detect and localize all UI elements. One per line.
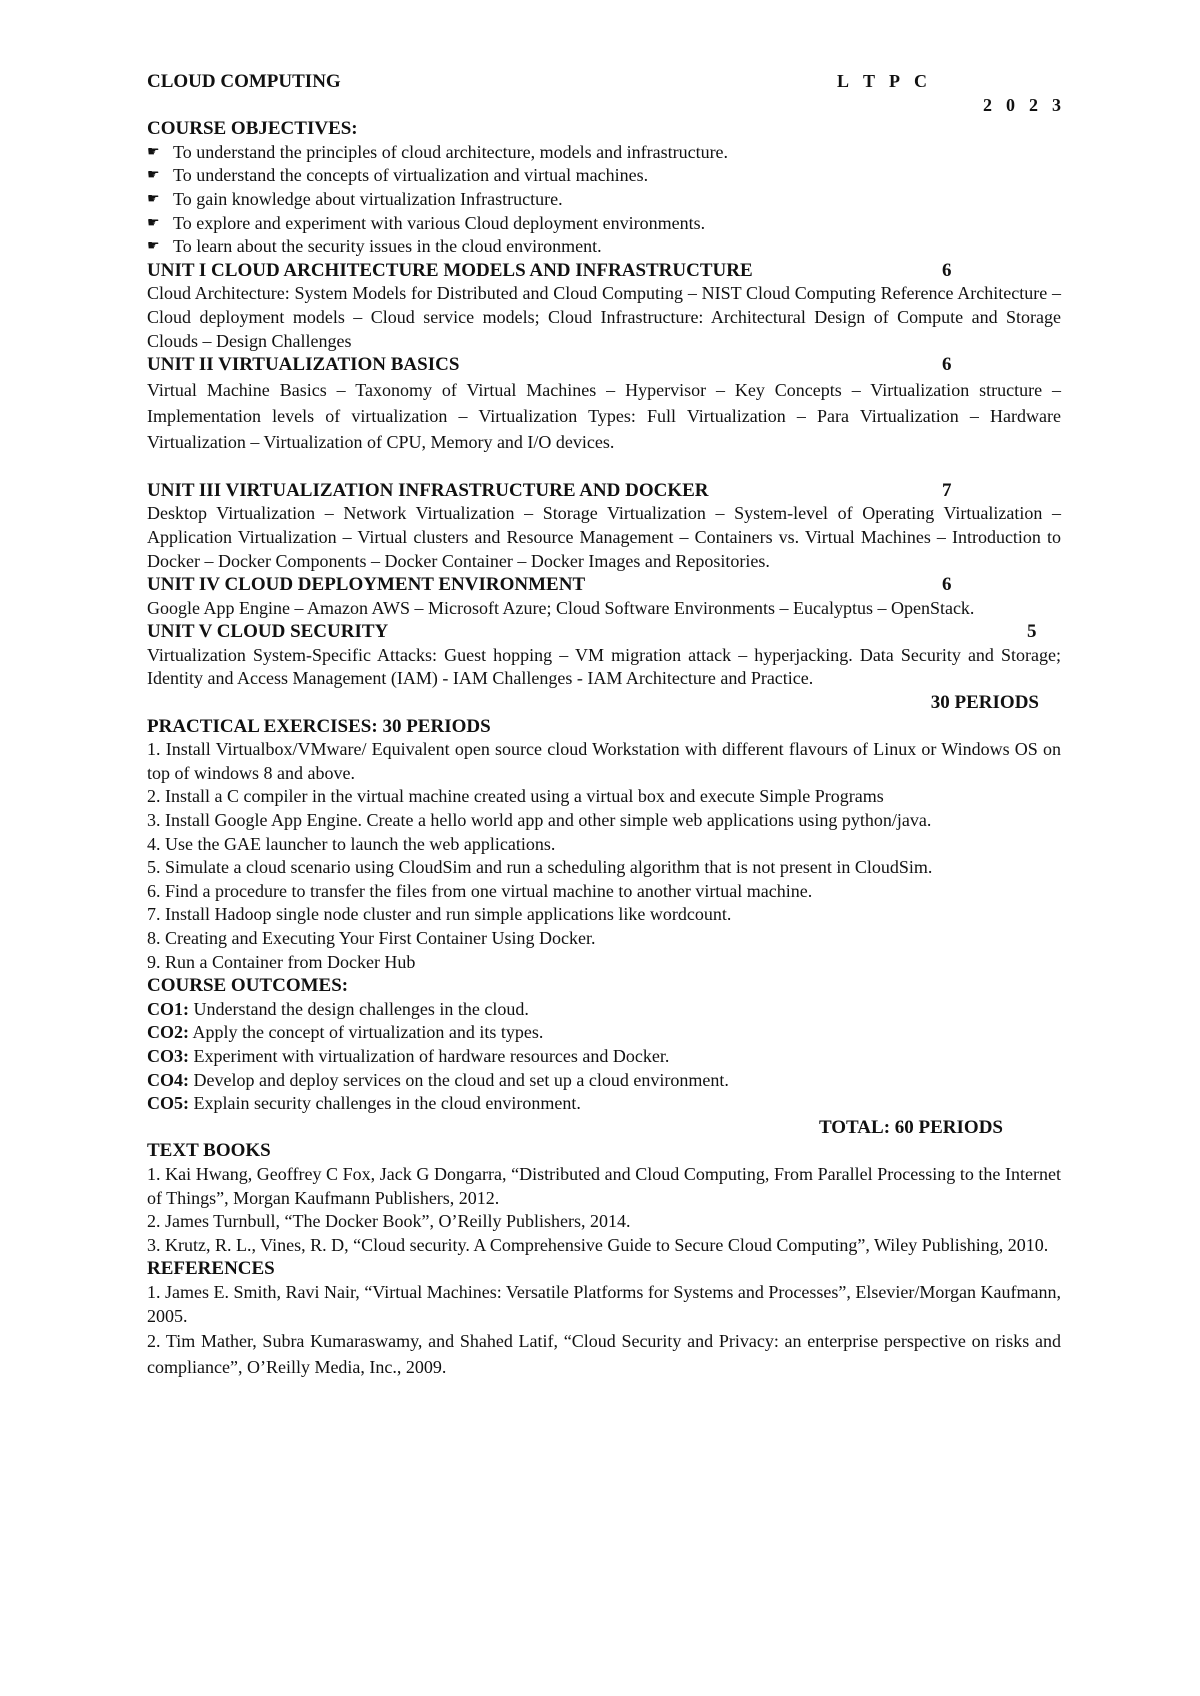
spacer (147, 455, 1061, 479)
list-item: CO3: Experiment with virtualization of hardware resources and Docker. (147, 1045, 670, 1066)
list-item: 5. Simulate a cloud scenario using CloudSim and run a scheduling algorithm that is not present in CloudSim. (147, 857, 933, 878)
ltpc-value-p: 2 (1029, 94, 1038, 115)
unit-3-heading (147, 479, 1061, 503)
unit-title: UNIT III VIRTUALIZATION INFRASTRUCTURE AND DOCKER (147, 479, 709, 501)
unit-title: UNIT I CLOUD ARCHITECTURE MODELS AND INFRASTRUCTURE (147, 259, 753, 281)
course-title: CLOUD COMPUTING (147, 71, 341, 92)
pointing-hand-icon: ☛ (147, 168, 160, 184)
list-item: 8. Creating and Executing Your First Container Using Docker. (147, 928, 596, 948)
references-heading: REFERENCES (147, 1258, 275, 1280)
unit-5-heading (147, 620, 1061, 644)
list-item: 3. Krutz, R. L., Vines, R. D, “Cloud security. A Comprehensive Guide to Secure Cloud Computing”, Wiley Publishing, 2010. (147, 1234, 1049, 1255)
list-item: 9. Run a Container from Docker Hub (147, 951, 416, 972)
unit-title: UNIT II VIRTUALIZATION BASICS (147, 354, 460, 376)
unit-5-body: Virtualization System-Specific Attacks: Guest hopping – VM migration attack – hyperjacking. Data Security and Storage; Identity and Access Management (IAM) - IAM Challenges - IAM Architecture and Practice. (147, 644, 1061, 689)
list-item: 7. Install Hadoop single node cluster and run simple applications like wordcount. (147, 904, 732, 925)
ltpc-labels (837, 70, 927, 94)
ltpc-value-t: 0 (1006, 94, 1015, 115)
unit-4-heading (147, 573, 1061, 597)
pointing-hand-icon: ☛ (147, 215, 160, 231)
unit-hours: 6 (942, 574, 952, 596)
references-list (147, 1281, 1061, 1380)
list-item: CO2: Apply the concept of virtualization and its types. (147, 1022, 544, 1043)
list-item: 3. Install Google App Engine. Create a hello world app and other simple web applications using python/java. (147, 810, 932, 831)
unit-3-body: Desktop Virtualization – Network Virtualization – Storage Virtualization – System-level of Operating Virtualization – Application Virtualization – Virtual clusters and Resource Management – Containers vs. Virtual Machines – Introduction to Docker – Docker Components – Docker Container – Docker Images and Repositories. (147, 503, 1061, 571)
list-item: 2. Install a C compiler in the virtual machine created using a virtual box and execute Simple Programs (147, 786, 884, 807)
list-item: 6. Find a procedure to transfer the files from one virtual machine to another virtual machine. (147, 880, 813, 901)
list-item: 2. Tim Mather, Subra Kumaraswamy, and Shahed Latif, “Cloud Security and Privacy: an enterprise perspective on risks and compliance”, O’Reilly Media, Inc., 2009. (147, 1331, 1061, 1378)
list-item: 1. Kai Hwang, Geoffrey C Fox, Jack G Dongarra, “Distributed and Cloud Computing, From Parallel Processing to the Internet of Things”, Morgan Kaufmann Publishers, 2012. (147, 1163, 1061, 1208)
ltpc-label-p: P (889, 71, 900, 91)
textbooks-list (147, 1163, 1061, 1257)
list-item: CO4: Develop and deploy services on the cloud and set up a cloud environment. (147, 1069, 729, 1090)
objectives-heading: COURSE OBJECTIVES: (147, 118, 358, 140)
ltpc-values (983, 94, 1061, 118)
practical-heading: PRACTICAL EXERCISES: 30 PERIODS (147, 715, 491, 737)
unit-1-heading (147, 259, 1061, 283)
list-item: 2. James Turnbull, “The Docker Book”, O’Reilly Publishers, 2014. (147, 1211, 631, 1232)
list-item: 1. Install Virtualbox/VMware/ Equivalent open source cloud Workstation with different flavours of Linux or Windows OS on top of windows 8 and above. (147, 739, 1061, 783)
ltpc-label-l: L (836, 71, 849, 91)
pointing-hand-icon: ☛ (147, 239, 160, 255)
pointing-hand-icon: ☛ (147, 191, 160, 207)
unit-hours: 7 (942, 479, 952, 501)
ltpc-label-c: C (914, 71, 927, 91)
course-header (147, 70, 1061, 94)
unit-hours: 6 (942, 259, 952, 281)
unit-1-body: Cloud Architecture: System Models for Distributed and Cloud Computing – NIST Cloud Computing Reference Architecture – Cloud deployment models – Cloud service models; Cloud Infrastructure: Architectural Design of Compute and Storage Clouds – Design Challenges (147, 283, 1061, 351)
list-item: ☛ To learn about the security issues in the cloud environment. (147, 235, 1061, 259)
list-item: ☛ To understand the principles of cloud architecture, models and infrastructure. (147, 141, 1061, 165)
outcomes-list (147, 998, 1061, 1116)
list-item: ☛ To understand the concepts of virtualization and virtual machines. (147, 164, 1061, 188)
unit-2-body: Virtual Machine Basics – Taxonomy of Virtual Machines – Hypervisor – Key Concepts – Virtualization structure – Implementation levels of virtualization – Virtualization Types: Full Virtualization – Para Virtualization – Hardware Virtualization – Virtualization of CPU, Memory and I/O devices. (147, 379, 1061, 452)
unit-title: UNIT IV CLOUD DEPLOYMENT ENVIRONMENT (147, 574, 586, 596)
unit-4-body: Google App Engine – Amazon AWS – Microsoft Azure; Cloud Software Environments – Eucalyptus – OpenStack. (147, 597, 975, 618)
list-item: 1. James E. Smith, Ravi Nair, “Virtual Machines: Versatile Platforms for Systems and Processes”, Elsevier/Morgan Kaufmann, 2005. (147, 1281, 1061, 1326)
ltpc-value-l: 2 (983, 94, 992, 115)
outcomes-heading: COURSE OUTCOMES: (147, 975, 349, 997)
syllabus-page (147, 70, 1061, 1380)
unit-title: UNIT V CLOUD SECURITY (147, 621, 389, 643)
practical-list (147, 738, 1061, 974)
unit-2-heading (147, 353, 1061, 377)
list-item: ☛ To explore and experiment with various Cloud deployment environments. (147, 212, 1061, 236)
objectives-list (147, 141, 1061, 259)
list-item: 4. Use the GAE launcher to launch the web applications. (147, 833, 556, 854)
unit-hours: 5 (1027, 621, 1037, 643)
textbooks-heading: TEXT BOOKS (147, 1140, 271, 1162)
total-periods: TOTAL: 60 PERIODS (818, 1116, 1003, 1138)
list-item: ☛ To gain knowledge about virtualization Infrastructure. (147, 188, 1061, 212)
ltpc-value-c: 3 (1052, 94, 1061, 115)
ltpc-values-row (147, 94, 1061, 118)
list-item: CO1: Understand the design challenges in the cloud. (147, 998, 529, 1019)
ltpc-label-t: T (862, 71, 875, 91)
list-item: CO5: Explain security challenges in the cloud environment. (147, 1093, 581, 1114)
pointing-hand-icon: ☛ (147, 144, 160, 160)
theory-periods: 30 PERIODS (930, 692, 1039, 714)
unit-hours: 6 (942, 354, 952, 376)
